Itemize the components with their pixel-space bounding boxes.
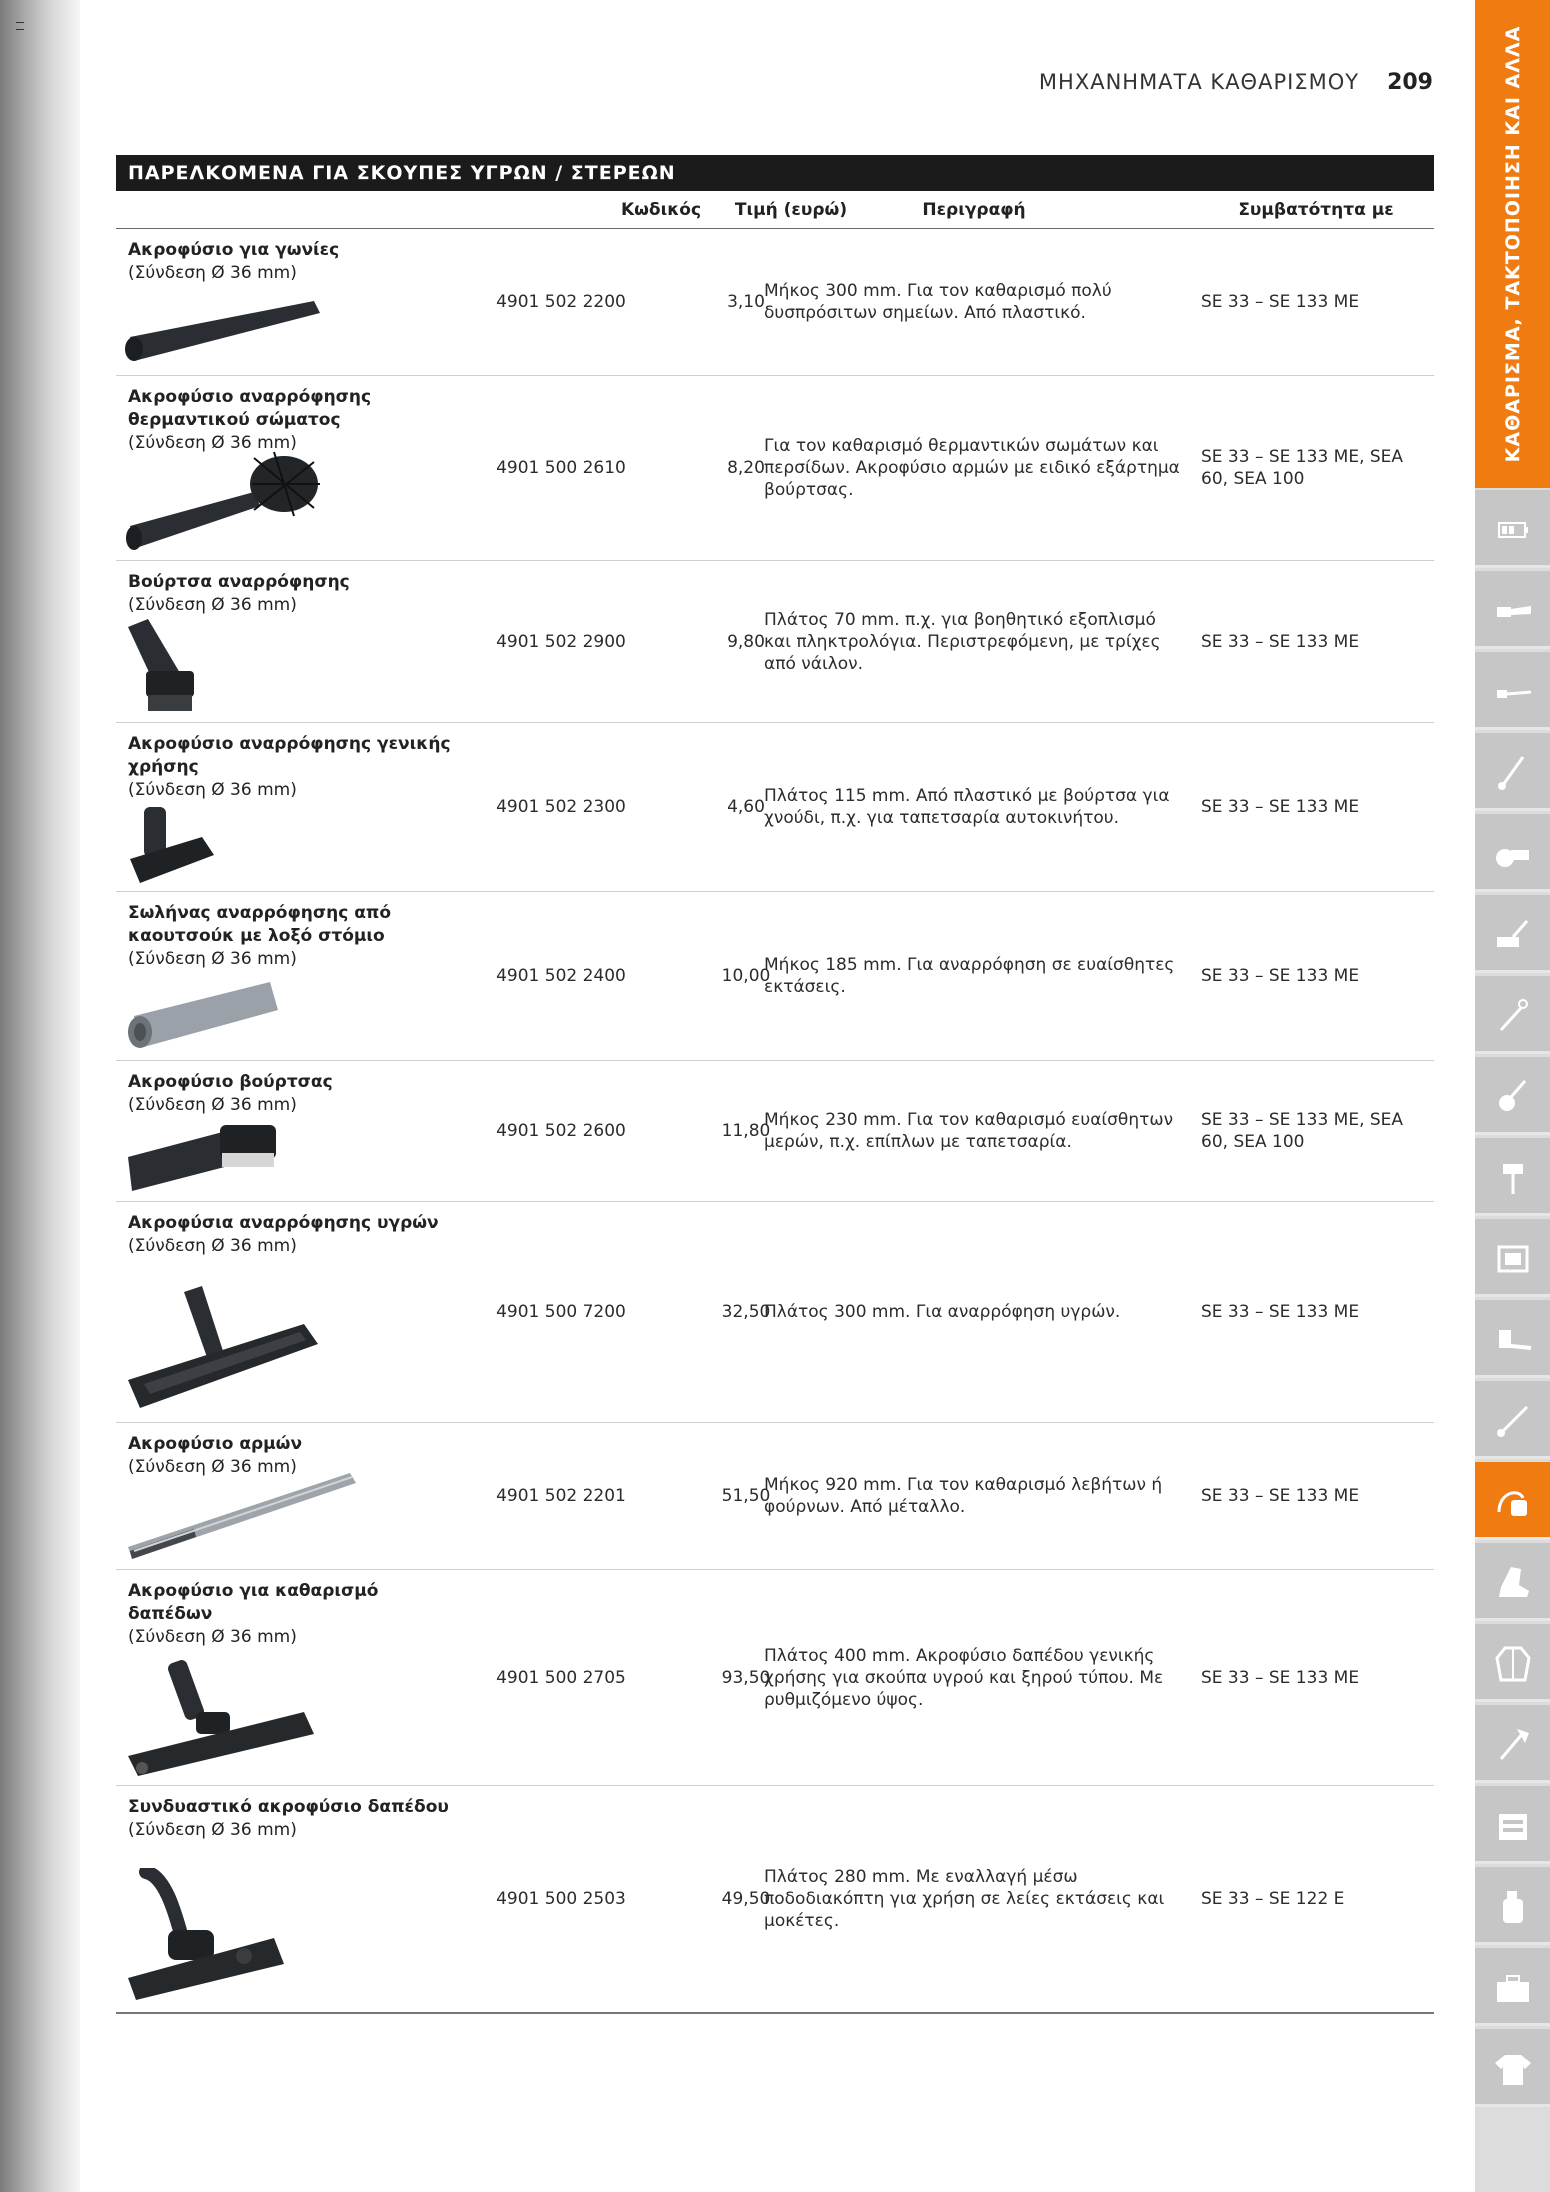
tab-chainsaws[interactable]	[1475, 571, 1550, 649]
section-title: ΜΗΧΑΝΗΜΑΤΑ ΚΑΘΑΡΙΣΜΟΥ	[1038, 70, 1360, 94]
product-name: Ακροφύσιο για καθαρισμό δαπέδων (Σύνδεση Ø 36 mm)	[128, 1581, 379, 1647]
table-row	[116, 892, 1434, 1061]
blower-icon	[1493, 1320, 1533, 1360]
dusting-brush-icon	[124, 617, 214, 717]
product-compatibility: SE 33 – SE 133 ME	[1201, 1486, 1360, 1506]
column-compatibility: Συμβατότητα με	[1238, 200, 1394, 220]
product-name: Ακροφύσιο αναρρόφησης θερμαντικού σώματος (Σύνδεση Ø 36 mm)	[128, 387, 372, 453]
product-code: 4901 502 2400	[496, 966, 626, 986]
tab-generators[interactable]	[1475, 1219, 1550, 1297]
tab-cleaning-products[interactable]	[1475, 1867, 1550, 1945]
product-code: 4901 500 2610	[496, 458, 626, 478]
product-price: 32,50	[721, 1302, 771, 1322]
floor-nozzle-icon	[124, 1656, 324, 1780]
axe-icon	[1493, 1725, 1533, 1765]
product-price: 10,00	[721, 966, 771, 986]
product-compatibility: SE 33 – SE 133 ME	[1201, 292, 1360, 312]
tshirt-icon	[1493, 2049, 1533, 2089]
tab-toolboxes[interactable]	[1475, 1948, 1550, 2026]
rubber-nozzle-icon	[124, 976, 284, 1052]
product-code: 4901 500 2705	[496, 1667, 626, 1688]
toolbox-icon	[1493, 1968, 1533, 2008]
product-compatibility: SE 33 – SE 133 ME, SEA 60, SEA 100	[1201, 1110, 1404, 1152]
tab-lawn-mowers[interactable]	[1475, 895, 1550, 973]
product-name: Σωλήνας αναρρόφησης από καουτσούκ με λοξό στόμιο (Σύνδεση Ø 36 mm)	[128, 903, 392, 969]
product-description: Μήκος 300 mm. Για τον καθαρισμό πολύ δυσπρόσιτων σημείων. Από πλαστικό.	[764, 281, 1112, 323]
product-description: Μήκος 920 mm. Για τον καθαρισμό λεβήτων ή φούρνων. Από μέταλλο.	[764, 1475, 1163, 1517]
tab-pole-pruners[interactable]	[1475, 652, 1550, 730]
active-category-label[interactable]	[1475, 0, 1550, 488]
product-compatibility: SE 33 – SE 133 ME	[1201, 1667, 1360, 1688]
lawn-mower-icon	[1493, 915, 1533, 955]
tab-earth-augers[interactable]	[1475, 1138, 1550, 1216]
product-code: 4901 500 2503	[496, 1889, 626, 1909]
tab-battery[interactable]	[1475, 490, 1550, 568]
product-price: 4,60	[727, 797, 765, 817]
product-name: Ακροφύσια αναρρόφησης υγρών (Σύνδεση Ø 36 mm)	[128, 1213, 439, 1256]
wet-nozzle-icon	[124, 1284, 324, 1414]
sprayer-icon	[1493, 1401, 1533, 1441]
table-row	[116, 1423, 1434, 1570]
tab-boots[interactable]	[1475, 1543, 1550, 1621]
tab-jackets[interactable]	[1475, 1624, 1550, 1702]
tab-brushcutters[interactable]	[1475, 733, 1550, 811]
generator-icon	[1493, 1239, 1533, 1279]
product-price: 11,80	[721, 1121, 771, 1141]
running-header	[833, 70, 1433, 95]
radiator-brush-icon	[124, 448, 324, 558]
product-name: Βούρτσα αναρρόφησης (Σύνδεση Ø 36 mm)	[128, 572, 350, 615]
table-row	[116, 561, 1434, 723]
tab-vacuum-cleaners[interactable]	[1475, 1462, 1550, 1540]
combi-floor-nozzle-icon	[124, 1868, 294, 2008]
tiller-icon	[1493, 1077, 1533, 1117]
tab-apparel[interactable]	[1475, 2029, 1550, 2107]
category-label: ΚΑΘΑΡΙΣΜΑ, ΤΑΚΤΟΠΟΙΗΣΗ ΚΑΙ ΑΛΛΑ	[1501, 25, 1524, 463]
product-description: Πλάτος 400 mm. Ακροφύσιο δαπέδου γενικής χρήσης για σκούπα υγρού και ξηρού τύπου. Με ρυθμιζόμενο ύψος.	[764, 1645, 1164, 1710]
product-name: Συνδυαστικό ακροφύσιο δαπέδου (Σύνδεση Ø 36 mm)	[128, 1797, 449, 1840]
category-tabs	[1475, 0, 1550, 2192]
product-description: Για τον καθαρισμό θερμαντικών σωμάτων και περσίδων. Ακροφύσιο αρμών με ειδικό εξάρτημα βούρτσας.	[764, 436, 1180, 500]
product-compatibility: SE 33 – SE 122 E	[1201, 1889, 1345, 1909]
product-code: 4901 500 7200	[496, 1302, 626, 1322]
trimmer-icon	[1493, 996, 1533, 1036]
product-code: 4901 502 2201	[496, 1486, 626, 1506]
product-price: 3,10	[727, 292, 765, 312]
tab-storage[interactable]	[1475, 1786, 1550, 1864]
boot-icon	[1493, 1563, 1533, 1603]
product-compatibility: SE 33 – SE 133 ME	[1201, 631, 1360, 652]
product-price: 51,50	[721, 1486, 771, 1506]
product-name: Ακροφύσιο αναρρόφησης γενικής χρήσης (Σύνδεση Ø 36 mm)	[128, 734, 451, 800]
product-code: 4901 502 2300	[496, 797, 626, 817]
table-row	[116, 1786, 1434, 2014]
product-price: 9,80	[727, 631, 765, 652]
product-description: Πλάτος 115 mm. Από πλαστικό με βούρτσα για χνούδι, π.χ. για ταπετσαρία αυτοκινήτου.	[764, 786, 1170, 828]
cutoff-saw-icon	[1493, 834, 1533, 874]
table-row	[116, 1570, 1434, 1786]
tab-blowers[interactable]	[1475, 1300, 1550, 1378]
storage-icon	[1493, 1806, 1533, 1846]
product-compatibility: SE 33 – SE 133 ME	[1201, 966, 1360, 986]
brush-nozzle-icon	[124, 1117, 284, 1197]
product-name: Ακροφύσιο για γωνίες (Σύνδεση Ø 36 mm)	[128, 240, 340, 283]
table-row	[116, 229, 1434, 376]
tab-trimmers[interactable]	[1475, 976, 1550, 1054]
product-price: 93,50	[721, 1667, 771, 1688]
table-row	[116, 376, 1434, 561]
product-price: 8,20	[727, 458, 765, 478]
product-compatibility: SE 33 – SE 133 ME	[1201, 1302, 1360, 1322]
long-crevice-nozzle-icon	[124, 1463, 364, 1567]
product-description: Πλάτος 280 mm. Με εναλλαγή μέσω ποδοδιακόπτη για χρήση σε λείες εκτάσεις και μοκέτες.	[764, 1867, 1165, 1931]
product-description: Μήκος 230 mm. Για τον καθαρισμό ευαίσθητων μερών, π.χ. επίπλων με ταπετσαρία.	[764, 1110, 1174, 1152]
product-name: Ακροφύσιο αρμών (Σύνδεση Ø 36 mm)	[128, 1434, 303, 1477]
upholstery-nozzle-icon	[124, 803, 224, 887]
brushcutter-icon	[1493, 753, 1533, 793]
tab-sprayers[interactable]	[1475, 1381, 1550, 1459]
product-description: Πλάτος 70 mm. π.χ. για βοηθητικό εξοπλισμό και πληκτρολόγια. Περιστρεφόμενη, με τρίχες από νάιλον.	[764, 609, 1161, 674]
column-description: Περιγραφή	[922, 200, 1026, 220]
table-row	[116, 1061, 1434, 1202]
product-code: 4901 502 2200	[496, 292, 626, 312]
column-code: Κωδικός	[620, 200, 702, 220]
pole-pruner-icon	[1493, 672, 1533, 712]
tab-axes[interactable]	[1475, 1705, 1550, 1783]
table-row	[116, 723, 1434, 892]
spray-bottle-icon	[1493, 1887, 1533, 1927]
page-number: 209	[1387, 70, 1433, 95]
tab-tillers[interactable]	[1475, 1057, 1550, 1135]
jacket-icon	[1493, 1644, 1533, 1684]
column-price: Τιμή (ευρώ)	[734, 200, 848, 220]
earth-auger-icon	[1493, 1158, 1533, 1198]
product-code: 4901 502 2600	[496, 1121, 626, 1141]
table-header	[116, 192, 1434, 229]
chainsaw-icon	[1493, 591, 1533, 631]
battery-icon	[1493, 510, 1533, 550]
product-description: Πλάτος 300 mm. Για αναρρόφηση υγρών.	[764, 1302, 1121, 1322]
product-price: 49,50	[721, 1889, 771, 1909]
table-title: ΠΑΡΕΛΚΟΜΕΝΑ ΓΙΑ ΣΚΟΥΠΕΣ ΥΓΡΩΝ / ΣΤΕΡΕΩΝ	[116, 155, 1434, 191]
product-description: Μήκος 185 mm. Για αναρρόφηση σε ευαίσθητες εκτάσεις.	[764, 955, 1175, 997]
crevice-nozzle-icon	[124, 279, 324, 369]
vacuum-cleaner-icon	[1493, 1482, 1533, 1522]
product-compatibility: SE 33 – SE 133 ME, SEA 60, SEA 100	[1201, 447, 1404, 489]
tab-cutoff-saws[interactable]	[1475, 814, 1550, 892]
product-compatibility: SE 33 – SE 133 ME	[1201, 797, 1360, 817]
product-name: Ακροφύσιο βούρτσας (Σύνδεση Ø 36 mm)	[128, 1072, 333, 1115]
product-code: 4901 502 2900	[496, 631, 626, 652]
table-row	[116, 1202, 1434, 1423]
